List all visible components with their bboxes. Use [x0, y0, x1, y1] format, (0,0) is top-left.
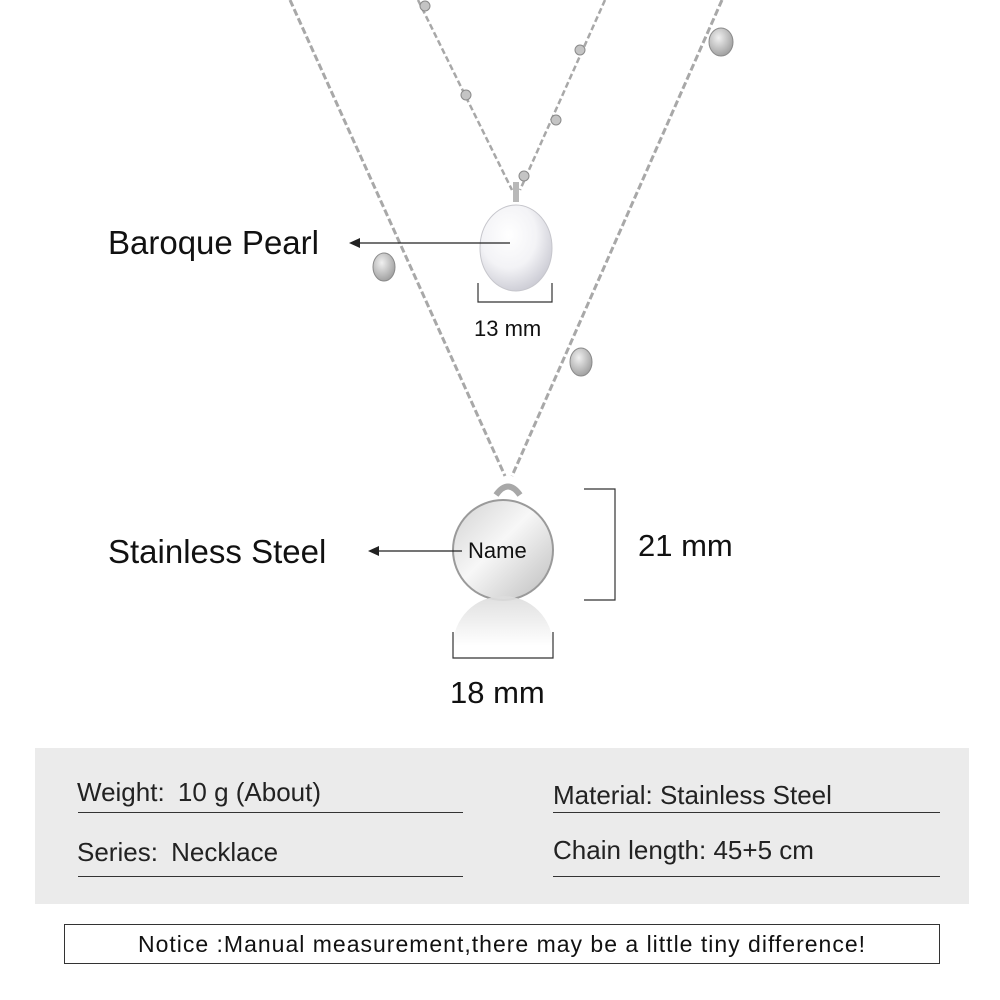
spec-divider [78, 812, 463, 813]
chain-disc-charms [373, 28, 733, 376]
chain-beads [420, 1, 585, 181]
spec-weight-value: 10 g (About) [177, 777, 322, 807]
spec-divider [78, 876, 463, 877]
spec-material-value: Stainless Steel [659, 780, 832, 810]
pearl-pendant [480, 182, 552, 291]
height-bracket [584, 489, 615, 600]
engraving-text: Name [468, 538, 527, 563]
spec-weight [77, 777, 321, 808]
spec-chain-length-value: 45+5 cm [713, 835, 814, 865]
stainless-steel-label: Stainless Steel [108, 533, 327, 570]
spec-panel [35, 748, 969, 904]
notice-box: Notice :Manual measurement,there may be a little tiny difference! [64, 924, 940, 964]
pendant-width-label: 18 mm [450, 675, 545, 710]
pearl-size-label: 13 mm [474, 316, 542, 341]
spec-chain-length [553, 835, 814, 866]
spec-series-value: Necklace [171, 837, 279, 867]
spec-material-key: Material: [553, 780, 653, 810]
spec-series-key: Series: [77, 837, 158, 867]
spec-material [553, 780, 832, 811]
spec-series [77, 837, 278, 868]
steel-pointer-arrow [368, 546, 462, 556]
spec-weight-key: Weight: [77, 777, 165, 807]
spec-divider [553, 812, 940, 813]
baroque-pearl-label: Baroque Pearl [108, 224, 319, 261]
pendant-reflection [453, 596, 553, 646]
spec-chain-length-key: Chain length: [553, 835, 707, 865]
spec-divider [553, 876, 940, 877]
inner-chain [418, 0, 605, 190]
pendant-height-label: 21 mm [638, 528, 733, 563]
